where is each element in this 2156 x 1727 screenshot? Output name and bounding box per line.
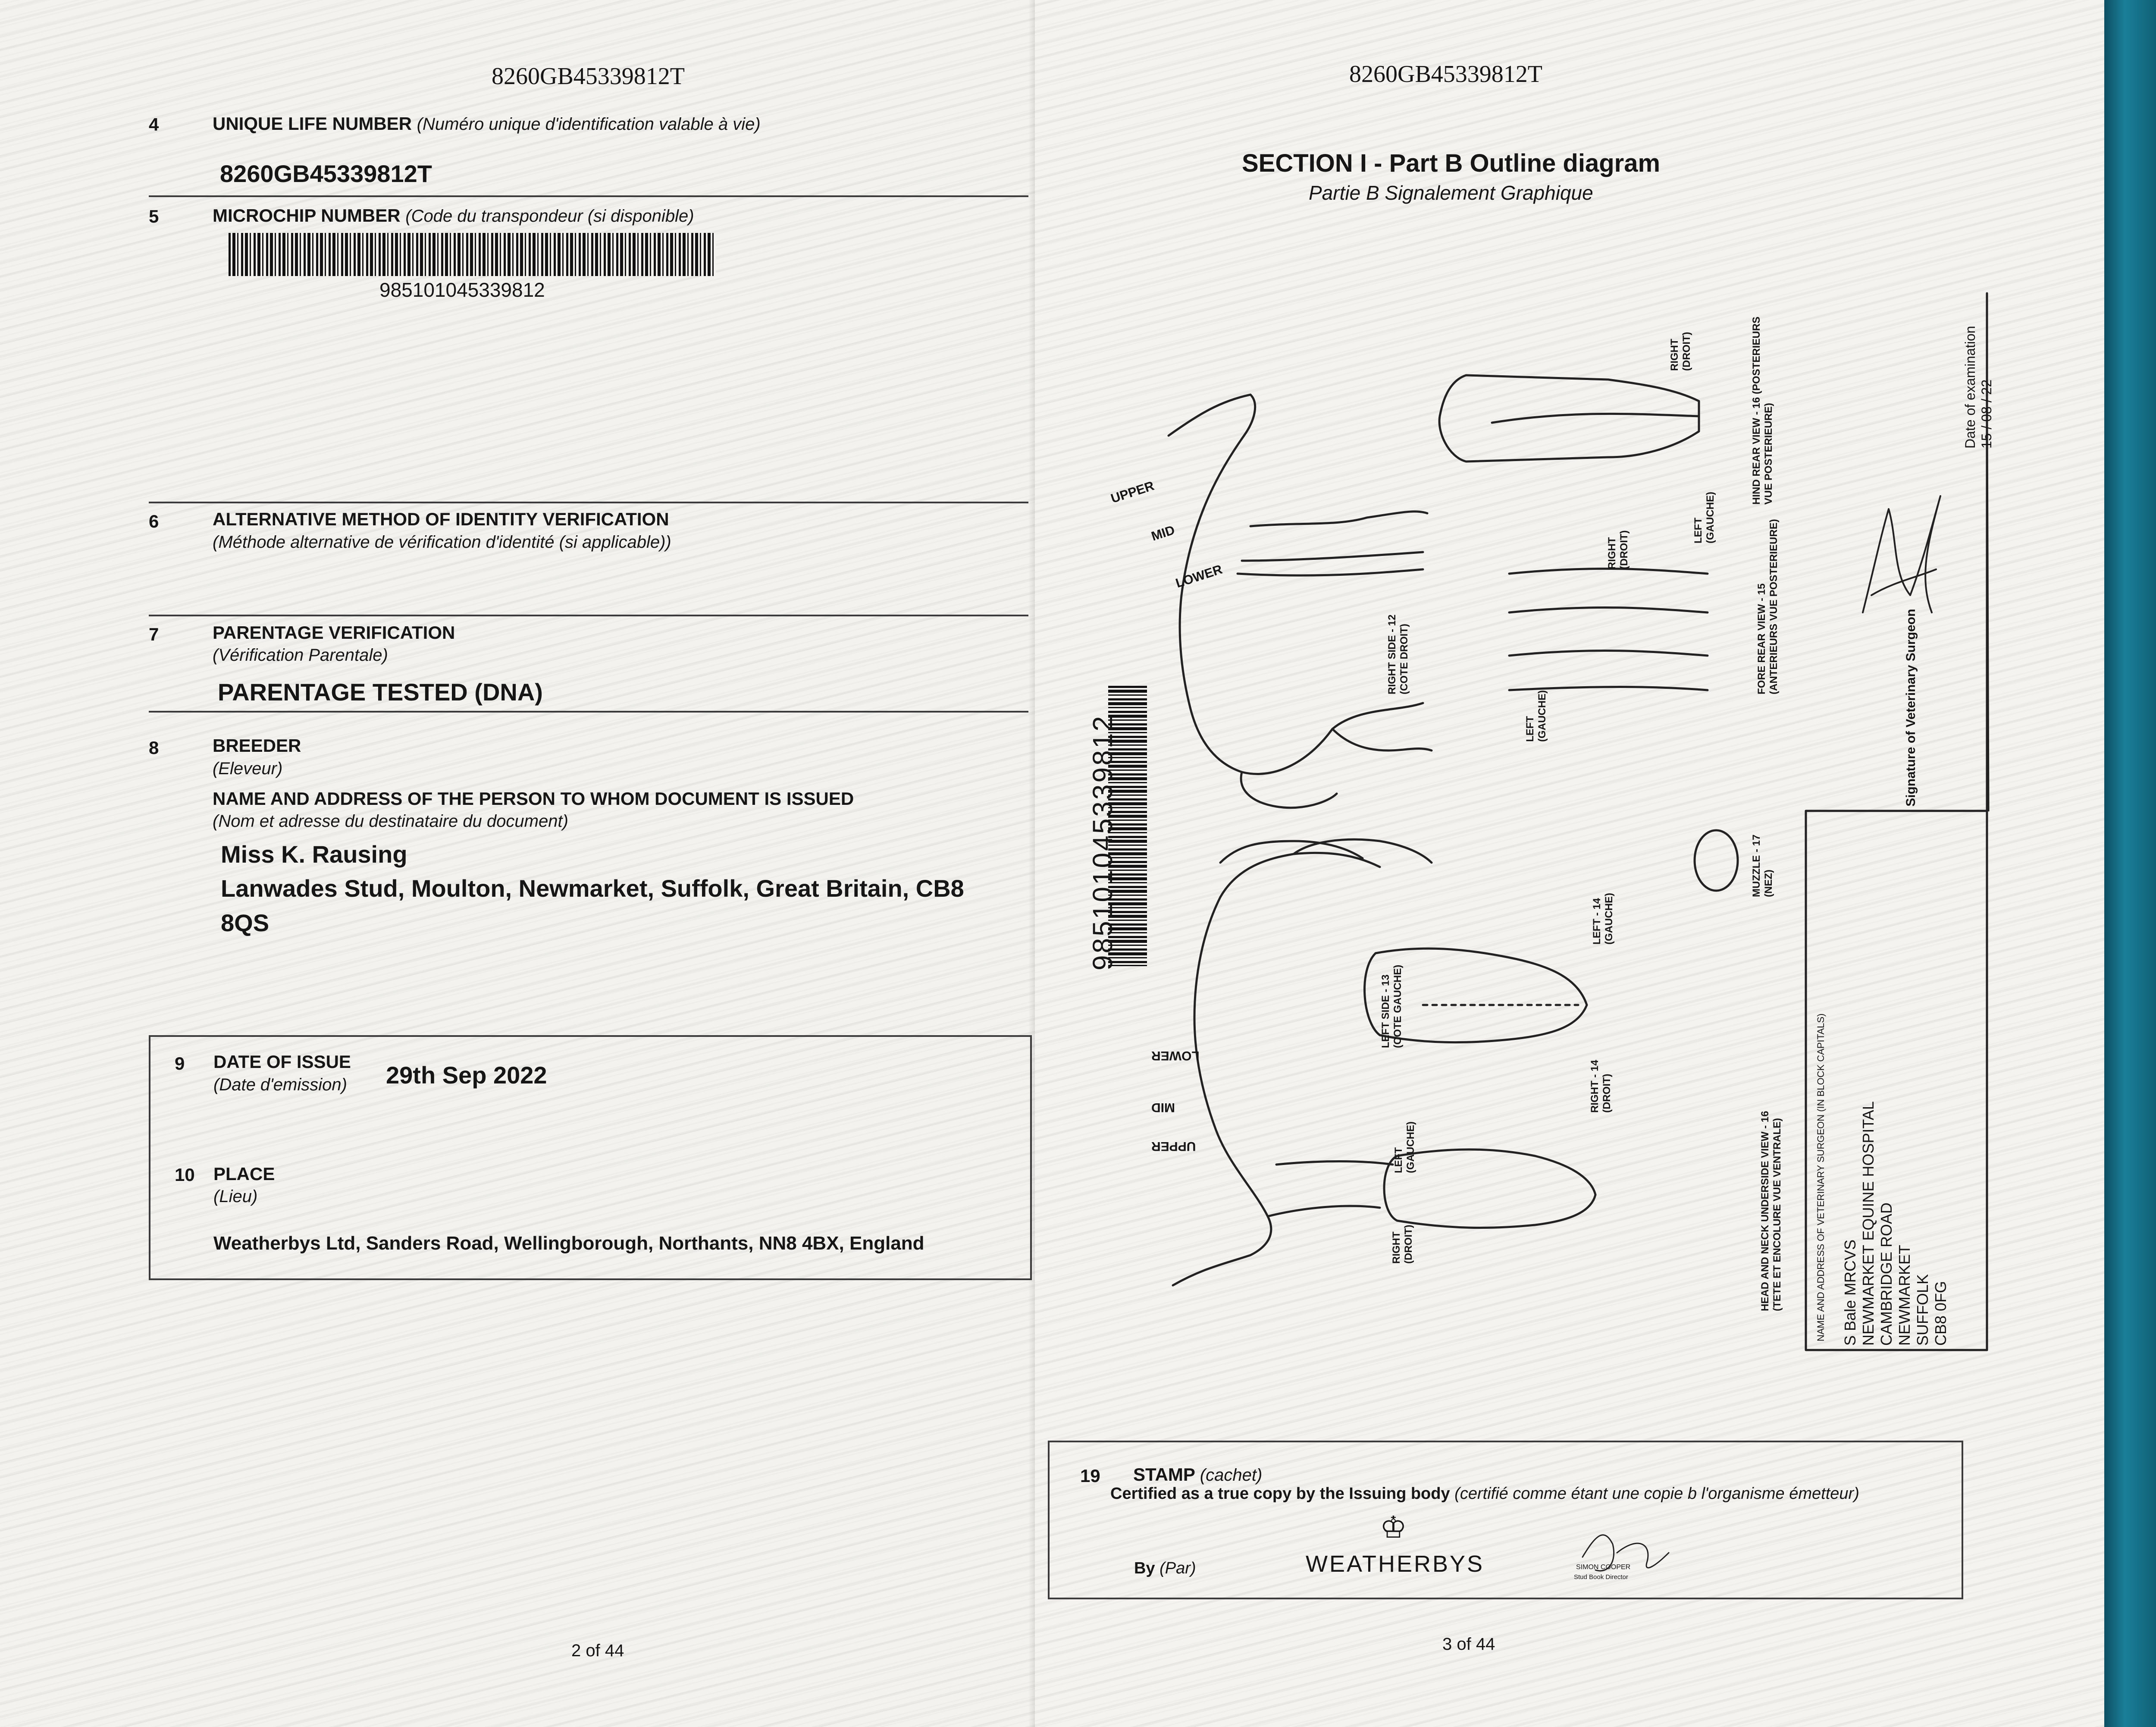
right-side-tail (1241, 772, 1337, 808)
passport-page-right (1035, 0, 2104, 1727)
hind-right-label: RIGHT (DROIT) (1669, 332, 1692, 371)
right-side-horse-body (1169, 395, 1423, 774)
neck-left-label: LEFT (GAUCHE) (1393, 1121, 1416, 1173)
place-value: Weatherbys Ltd, Sanders Road, Wellingborough, Northants, NN8 4BX, England (213, 1233, 924, 1254)
divider (149, 615, 1028, 616)
place-label-fr: (Lieu) (213, 1187, 258, 1206)
page-number: 3 of 44 (1442, 1635, 1495, 1654)
place-label: PLACE (213, 1164, 275, 1184)
weatherbys-brand: WEATHERBYS (1306, 1551, 1485, 1577)
vet-signature (1863, 496, 1940, 612)
muzzle-label: MUZZLE - 17 (NEZ) (1751, 834, 1774, 897)
hind-left-label: LEFT (GAUCHE) (1692, 492, 1716, 543)
divider (149, 711, 1028, 713)
neck-lower-label: LOWER (1174, 562, 1224, 591)
field-number: 7 (149, 624, 159, 644)
section-title: SECTION I - Part B Outline diagram (1242, 149, 1661, 177)
addressee-label: NAME AND ADDRESS OF THE PERSON TO WHOM DOCUMENT IS ISSUED (213, 788, 854, 809)
parentage-label-fr: (Vérification Parentale) (213, 646, 388, 665)
unique-life-number-label: UNIQUE LIFE NUMBER (Numéro unique d'identification valable à vie) (213, 113, 761, 134)
right-side-foreleg-top (1250, 512, 1427, 526)
neck-upper-label-inverted: UPPER (1151, 1139, 1196, 1153)
neck-mid-label-inverted: MID (1151, 1100, 1175, 1115)
field-number: 6 (149, 511, 159, 531)
right14-label: RIGHT - 14 (DROIT) (1589, 1060, 1613, 1113)
right-side-label: RIGHT SIDE - 12 (COTE DROIT) (1386, 614, 1410, 694)
field-number: 4 (149, 114, 159, 135)
field-number: 5 (149, 206, 159, 226)
passport-page-left (0, 0, 1035, 1727)
divider (149, 502, 1028, 503)
vet-name-label: NAME AND ADDRESS OF VETERINARY SURGEON (IN BLOCK CAPITALS) (1815, 1013, 1826, 1341)
stamp-label: STAMP (cachet) (1133, 1464, 1263, 1485)
page-number: 2 of 44 (571, 1641, 624, 1660)
microchip-number-value: 985101045339812 (379, 279, 545, 301)
left-side-tail (1220, 841, 1363, 863)
right-side-hindleg (1332, 729, 1432, 750)
crown-logo-icon: ♔ (1380, 1510, 1407, 1544)
neck-right-label: RIGHT (DROIT) (1391, 1225, 1414, 1264)
vet-address: S Bale MRCVS NEWMARKET EQUINE HOSPITAL CAMBRIDGE ROAD NEWMARKET SUFFOLK CB8 0FG (1841, 1101, 1949, 1346)
parentage-label: PARENTAGE VERIFICATION (213, 622, 455, 643)
addressee-label-fr: (Nom et adresse du destinataire du document) (213, 812, 568, 831)
section-subtitle: Partie B Signalement Graphique (1309, 182, 1593, 204)
page-header-id: 8260GB45339812T (492, 63, 685, 90)
hind-rear-view-label: HIND REAR VIEW - 16 (POSTERIEURS VUE POSTERIEURE) (1751, 316, 1774, 505)
field-number: 10 (175, 1165, 195, 1185)
hind-rear-split (1492, 414, 1699, 423)
fore-left-label: LEFT (GAUCHE) (1524, 690, 1548, 742)
date-of-examination: Date of examination 15 / 08 / 22 (1962, 326, 1994, 449)
neck-upper-label: UPPER (1109, 478, 1156, 506)
left-side-label: LEFT SIDE - 13 (COTE GAUCHE) (1380, 964, 1404, 1048)
right-side-forelegs (1238, 552, 1423, 575)
signer-title: Stud Book Director (1574, 1573, 1628, 1581)
head-neck-view-label: HEAD AND NECK UNDERSIDE VIEW - 16 (TETE ET ENCOLURE VUE VENTRALE) (1759, 1111, 1783, 1311)
vet-signature-label: Signature of Veterinary Surgeon (1904, 609, 1918, 807)
date-of-issue-label-fr: (Date d'emission) (213, 1075, 347, 1094)
fore-right-label: RIGHT (DROIT) (1606, 530, 1630, 569)
breeder-label: BREEDER (213, 735, 301, 756)
addressee-address-line1: Lanwades Stud, Moulton, Newmarket, Suffolk, Great Britain, CB8 (221, 875, 964, 902)
left-side-forelegs (1268, 1162, 1393, 1217)
left14-label: LEFT - 14 (GAUCHE) (1591, 893, 1615, 945)
signer-name: SIMON COOPER (1576, 1564, 1631, 1571)
unique-life-number-value: 8260GB45339812T (220, 160, 432, 187)
left-side-horse-body (1173, 853, 1380, 1285)
date-of-issue-label: DATE OF ISSUE (213, 1052, 351, 1072)
addressee-address-line2: 8QS (221, 909, 270, 936)
microchip-number-label: MICROCHIP NUMBER (Code du transpondeur (si disponible) (213, 205, 694, 226)
chip-number-vertical: 985101045339812 (1087, 714, 1118, 970)
stamp-number: 19 (1080, 1466, 1100, 1486)
hind-rear-view (1439, 375, 1699, 462)
divider (149, 195, 1028, 197)
page-header-id: 8260GB45339812T (1349, 61, 1542, 88)
field-number: 8 (149, 738, 159, 758)
date-of-issue-value: 29th Sep 2022 (386, 1061, 547, 1089)
alt-identity-label-fr: (Méthode alternative de vérification d'identité (si applicable)) (213, 533, 671, 552)
neck-mid-label: MID (1150, 523, 1177, 544)
addressee-name: Miss K. Rausing (221, 841, 407, 868)
neck-lower-label-inverted: LOWER (1151, 1049, 1200, 1063)
fore-rear-view-upper (1509, 568, 1708, 612)
certified-copy: Certified as a true copy by the Issuing body (certifié comme étant une copie b l'organisme émetteur) (1110, 1485, 1859, 1503)
stamp-by: By (Par) (1134, 1559, 1196, 1577)
parentage-value: PARENTAGE TESTED (DNA) (218, 678, 543, 706)
passport-cover-edge (2104, 0, 2156, 1727)
alt-identity-label: ALTERNATIVE METHOD OF IDENTITY VERIFICATION (213, 509, 669, 529)
microchip-barcode (229, 233, 716, 276)
fore-rear-view-label: FORE REAR VIEW - 15 (ANTERIEURS VUE POSTERIEURE) (1756, 519, 1780, 694)
field-number: 9 (175, 1053, 185, 1074)
fore-rear-view-lower (1509, 650, 1708, 690)
breeder-label-fr: (Eleveur) (213, 759, 283, 778)
muzzle-outline (1695, 830, 1738, 891)
